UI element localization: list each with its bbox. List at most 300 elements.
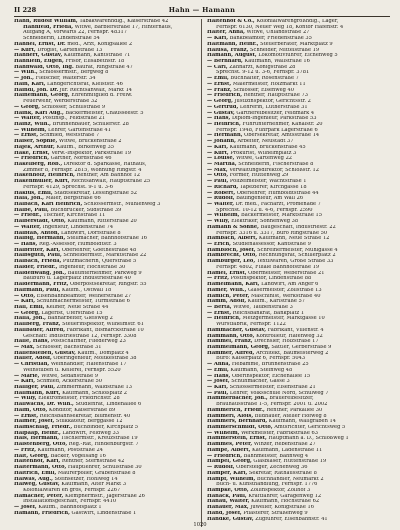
entry-details: Witwe, Sedanstraße 9: [39, 373, 98, 379]
entry-name: Hammelmann, Georg,: [207, 344, 270, 350]
entry-name: — Karl,: [207, 36, 228, 42]
entry-name: — Rudolf,: [207, 196, 235, 202]
entry-details: Witwe, Uhlandstraße 27: [244, 30, 310, 36]
entry-name: — Hans,: [14, 242, 38, 248]
entry-name: — Anna,: [207, 362, 231, 368]
entry-details: Arbeiter, Neustadt 37: [235, 139, 294, 145]
entry-name: Hammerl, Alois,: [207, 413, 254, 419]
entry-name: — Max,: [207, 167, 228, 173]
entry-name: — Walter,: [14, 224, 42, 230]
entry-name: — Josef,: [14, 505, 37, 511]
entry-name: Hammes, Peter,: [207, 442, 253, 448]
entry-details: Zollinspektor, Zollhof 3: [248, 487, 311, 493]
entry-details: Weinhändler, Hafenstraße 17: [49, 362, 127, 368]
entry-details: Fabrikant, Villenstr. 4: [266, 327, 324, 333]
entry-details: Buchdrucker, Südstraße 39: [48, 207, 122, 213]
entry-name: Hajek, Arthur,: [14, 144, 55, 150]
entry-name: — Karl,: [207, 144, 228, 150]
entry-details: Schuhmacher, Gasse 3: [229, 379, 290, 385]
entry-name: — Gustav,: [207, 110, 235, 116]
entry-details: Zahnarzt, Königstraße 28: [227, 64, 296, 70]
entry-details: Diplom-Ingenieur, Parkstraße 53: [230, 116, 317, 122]
entry-name: — Ernst,: [207, 81, 232, 87]
entry-name: — Walter,: [14, 116, 42, 122]
entry-details: Former, Hüttenweg 29: [228, 173, 289, 179]
entry-name: Halt, Georg,: [14, 453, 49, 459]
entry-name: Halmschlag, Friedr.,: [14, 425, 73, 431]
entry-name: — Heinrich,: [207, 316, 241, 322]
entry-name: Hambach, Albert,: [207, 236, 258, 242]
entry-name: — Louise,: [207, 156, 235, 162]
entry-details: Kaufmann, Ritterstraße 20: [65, 219, 137, 225]
entry-details: Schmied, Weststraße 7: [38, 133, 100, 139]
entry-name: Hammann, Otto,: [207, 333, 255, 339]
entry-details: Bäckermeister, Marktstraße 15: [239, 213, 322, 219]
entry-details: Schlosser, Eisenweg 40: [231, 87, 295, 93]
entry-details: Kraftfahrer, Garagenweg 12: [246, 493, 322, 499]
entry-details: Studienassessor, Kantstraße 9: [230, 242, 311, 248]
entry-details: Gastwirt, Lindenstraße 1: [69, 510, 137, 516]
entry-details: Winzer, Rebenstraße 27: [252, 442, 316, 448]
entry-name: Handke, Gustav,: [207, 516, 254, 522]
entry-details: Kaufm., Birkenweg 35: [54, 144, 115, 150]
entry-name: Hand, Josef,: [207, 510, 242, 516]
entry-details: Baurat, Ringstraße 47: [73, 64, 133, 70]
entry-name: — Hermann,: [207, 133, 243, 139]
entry-details: Kaufmann, Alter Markt 3: [59, 482, 127, 488]
entry-details: Fernspr. 4802, Filiale Bahnhofstraße 19: [216, 264, 320, 270]
entry-name: — Friedrich,: [14, 156, 50, 162]
entry-details: Baubüro u. Lagerplatz Industriestraße 40: [23, 276, 131, 282]
entry-details: Schneiderin, Fischerstraße 8: [236, 161, 314, 167]
entry-details: Kontrolleur, Hafenweg 32: [254, 333, 323, 339]
entry-details: Kellner, Neue Straße 44: [44, 304, 109, 310]
entry-details: Rentner, Am Bahnhof 12: [74, 173, 140, 179]
entry-details: Installationsgeschäft, Fernspr. 4410: [23, 499, 117, 505]
entry-details: Glasbläser, Hüttenstraße 19: [251, 459, 327, 465]
entry-name: Hahnlein, Eugen,: [14, 59, 64, 65]
entry-name: Haink, Karl Aug.,: [14, 110, 64, 116]
entry-name: Hammer, Alfred,: [207, 350, 255, 356]
entry-name: Hainemann, Georg,: [14, 93, 70, 99]
entry-name: Hamacher, Peter,: [14, 493, 64, 499]
entry-details: Steuerberater, Marktplatz 9: [258, 41, 333, 47]
entry-name: Halbsguth, Paul,: [14, 253, 62, 259]
entry-name: Hallberg, Franz,: [14, 322, 61, 328]
entry-details: Kaufmann, Ladenstraße 11: [250, 447, 323, 453]
entry-details: Tischlermstr., Kreuzstraße 19: [59, 436, 138, 442]
running-title: Hahn — Hamann: [168, 6, 236, 14]
entry-details: Zimmer 8, Fernspr. 2815, Wohnung Ringstr. 4: [23, 167, 142, 173]
entry-name: — Erich,: [207, 242, 231, 248]
entry-details: Fernspr. 4129, Sprechst. 9-1 u. 3-6: [23, 184, 113, 190]
entry-details: jur. Rechtsanwalt, Markt 14: [58, 87, 133, 93]
entry-name: Hakenholz, Heinrich,: [14, 173, 75, 179]
entry-name: Hammel, Franz,: [207, 339, 253, 345]
entry-details: Stellmacher, Bahnhofstraße 16: [65, 236, 148, 242]
entry-details: Rentner, Hauptstraße 73: [242, 93, 308, 99]
entry-details: Kaufmann, Hochstraße 62: [249, 499, 320, 505]
entry-details: Witwe, Barbierstraße 17, Hinterhaus,: [73, 24, 173, 30]
entry-details: Witwe, Brückenstraße 2: [57, 139, 122, 145]
entry-details: Kolonialwarengroßhdlg., Lager,: [256, 19, 339, 24]
entry-details: Kaufm., Bahnhofsplatz 1: [36, 505, 102, 511]
entry-name: Halder, Friedr.,: [14, 264, 58, 270]
entry-name: — Hans,: [207, 373, 231, 379]
entry-details: Kaufmann, Schloßplatz 2: [60, 390, 128, 396]
entry-details: Kaufmann, Brückenstraße 45: [228, 144, 306, 150]
entry-details: Elektromeister, Friedrichstr. 28: [36, 396, 120, 402]
entry-details: Witwe, Taubenstraße 3: [231, 304, 293, 310]
entry-details: Kaufmann, Poststraße 24: [36, 447, 103, 453]
entry-details: Bauunternehmer, Parkweg 9: [66, 270, 142, 276]
entry-details: Elektriker, Sonnenweg 38: [229, 219, 299, 225]
entry-details: Studienrat, Lindenallee 6: [73, 402, 142, 408]
entry-name: — Ernst,: [14, 133, 39, 139]
page-header: [14, 4, 390, 17]
entry-details: Fabrikant, Bismarckstraße 10: [65, 327, 144, 333]
entry-name: — Kurt,: [14, 47, 36, 53]
entry-name: Hähnel, Ernst, Dr.: [14, 41, 66, 47]
page-number-label: II 228: [14, 6, 37, 14]
entry-name: Hanack, Paul,: [207, 493, 247, 499]
entry-name: Hallbauer, Alfred,: [14, 327, 65, 333]
entry-details: Postinspektor, Lindenstraße 88: [229, 276, 312, 282]
entry-details: Oberlehrer, Goethestraße 48: [60, 247, 137, 253]
entry-name: Haindl, Joh. Dr.: [14, 87, 59, 93]
entry-name: Hanau, Walter,: [207, 499, 250, 505]
entry-details: Juwelier, Königstraße 16: [248, 505, 314, 511]
entry-details: Sprechst. 9-12 u. 3-6, Fernspr. 3781: [216, 70, 310, 76]
entry-name: Hakenmüller, Kurt,: [14, 179, 70, 185]
entry-name: Hampel, Georg,: [207, 459, 252, 465]
entry-name: Haltmann, Heinr.,: [207, 41, 259, 47]
directory-entry: [14, 511, 197, 517]
entry-details: Hauptmann a. D., Schloßweg 1: [266, 436, 349, 442]
entry-name: Halter, Anna,: [207, 30, 245, 36]
entry-name: Halbe, Paul,: [14, 207, 49, 213]
entry-name: — Willy,: [207, 219, 230, 225]
entry-details: Ehrenmitglied d. Freiw.: [69, 93, 133, 99]
entry-name: Hahnwald, Otto, Ing.: [14, 64, 74, 70]
entry-details: Schlossermeister, Eisenstraße 21: [228, 385, 316, 390]
entry-name: Halweg, Gustav,: [14, 482, 60, 488]
entry-name: — Fritz,: [207, 276, 230, 282]
entry-details: Hauptlehrer, Schulstraße 30: [66, 465, 142, 471]
entry-name: — Wilh.,: [14, 70, 38, 76]
entry-details: Reg.-Rat, Hindenburgstr. 7: [67, 442, 139, 448]
entry-details: Steuerinspektor, Wilhelmstr. 61: [60, 322, 144, 328]
entry-details: Schlosser, Schulstraße 9: [39, 104, 106, 110]
entry-details: Architekt, Baumeisterweg 2: [254, 350, 329, 356]
entry-details: Klempnermstr., Jägerstraße 26: [63, 493, 145, 499]
entry-name: Hamburger, Leo,: [207, 259, 256, 265]
entry-details: Tabakwarenhdlg., Kaiserstraße 42: [77, 19, 169, 24]
entry-details: Stukkateur, Berggasse 12: [54, 419, 123, 425]
entry-name: Halla, Joh.,: [14, 316, 46, 322]
entry-details: Maschinist, Werkstraße 40: [249, 293, 321, 299]
entry-details: Kaufmann, Kantstraße 71: [62, 53, 131, 59]
entry-name: — Wilhelm,: [207, 213, 240, 219]
entry-details: Verwaltungsdirektor, Schloßstr. 12: [227, 167, 320, 173]
entry-name: Hammerstein, Ernst,: [207, 436, 267, 442]
entry-details: Brauereibesitzer,: [267, 396, 314, 402]
entry-name: Hamel, Ernst,: [207, 270, 247, 276]
entry-details: Oberpostsekretär, Ringstr. 55: [68, 282, 147, 288]
entry-name: Hähnert, Gustav,: [14, 53, 63, 59]
entry-details: Kaufm., Karlstraße 57: [246, 299, 306, 305]
entry-details: Kolonialwaren en gros, Fernspr. 2267: [23, 487, 121, 493]
entry-name: Haltenhof, Karl,: [14, 459, 61, 465]
entry-name: — Robert,: [207, 190, 236, 196]
entry-details: Zimmermann, Waldstraße 13: [55, 385, 132, 390]
entry-details: Bäckermeister, Chausseestr. 5: [63, 110, 144, 116]
entry-details: Konditor, Kaiserstraße 89: [47, 407, 116, 413]
entry-details: Fernspr. 1948, Fuhrpark Lagerstraße 6: [216, 127, 318, 133]
entry-details: Oberlehrer, Humboldtstraße 44: [235, 190, 319, 196]
entry-name: Hamann, Friedrich,: [14, 510, 70, 516]
entry-details: Fernspr. 3316 u. 3317, Büro Ringstraße 50: [216, 230, 328, 236]
entry-details: Amtsrichter, Gerichtsweg 5: [272, 425, 346, 431]
entry-details: Schuhmachermeister, Turmstraße 6: [35, 299, 130, 305]
entry-name: Haltermann, Otto,: [14, 465, 67, 471]
entry-details: Maler, Bergstraße 66: [43, 196, 101, 202]
entry-name: Halbfaß, Anton,: [14, 230, 60, 236]
entry-details: Malermeister, Holzmarkt 11: [231, 81, 306, 87]
entry-name: Hala, Joh.,: [14, 196, 44, 202]
entry-details: Oberinspektor, Eichenallee 15: [230, 373, 311, 379]
entry-name: Halbig, Hermann,: [14, 236, 66, 242]
entry-name: Hakius, Emil,: [14, 190, 53, 196]
entry-details: Gärtner, Nordstraße 46: [49, 156, 112, 162]
entry-name: — Karl,: [14, 379, 35, 385]
entry-name: — Friedrich,: [207, 453, 243, 459]
entry-name: Halfmann, Paul,: [14, 287, 61, 293]
entry-name: Haldermann, Fritz,: [14, 282, 69, 288]
entry-details: Steinsetzer, Hohlweg 14: [52, 476, 118, 482]
entry-name: — Karl,: [14, 299, 35, 305]
entry-name: Hahnfeld, Frieda,: [23, 24, 74, 30]
entry-details: Lehrer, Gartenstraße 41: [46, 127, 111, 133]
entry-details: Hebamme, Brunnenstraße 25: [230, 362, 309, 368]
entry-details: Pflasterer, Straßenweg 9: [241, 510, 308, 516]
entry-details: Postinsp., Feldstraße 21: [41, 116, 106, 122]
entry-details: Verw.-Inspektor, Parkstraße 19: [49, 150, 131, 156]
entry-name: — Paul,: [207, 179, 229, 185]
entry-details: Schneiderin, Lindenstraße 54: [23, 36, 100, 42]
entry-details: med., Arzt, Königsallee 2: [65, 41, 133, 47]
entry-details: Tapezierer, Kirchgasse 18: [238, 184, 307, 190]
left-column: [14, 19, 202, 527]
entry-details: Ingenieur, Lindenstraße 74: [41, 224, 114, 230]
entry-details: Drechsler, Holzstraße 17: [252, 339, 319, 345]
entry-name: Halstenberg, Otto,: [14, 442, 68, 448]
entry-name: — Franz,: [207, 87, 232, 93]
entry-name: — Rudolf,: [207, 465, 235, 471]
entry-name: — Gertrud,: [207, 104, 239, 110]
entry-name: Hammerbacher, Joh.,: [207, 396, 268, 402]
entry-details: Obersekretär, Amtsstraße 14: [242, 133, 320, 139]
entry-details: Buch- u. Kunsthandlung, Fernspr. 1776: [216, 482, 318, 488]
entry-name: Hake, Ernst,: [14, 150, 50, 156]
entry-columns: [14, 19, 390, 527]
entry-name: Hampe, Albert,: [207, 447, 251, 453]
entry-name: Halmer, Josef,: [14, 419, 55, 425]
entry-name: — Wilhelm,: [207, 430, 240, 436]
entry-details: Kaufm., Ostwall 18: [60, 287, 112, 293]
entry-details: Kaufm., Domplatz 4: [75, 350, 129, 356]
entry-details: Metzgermeister, Marktgasse 10: [240, 316, 325, 322]
entry-details: Schreinermeister, Mühlgasse 4: [255, 247, 338, 253]
entry-name: — Otto,: [14, 293, 36, 299]
entry-details: Geschäft: Industriestraße 12, Fernspr. 3308: [23, 333, 137, 339]
entry-name: Halbach, Frieda,: [14, 259, 62, 265]
entry-details: Lehrerin, Lutherstraße 31: [238, 104, 308, 110]
entry-name: Halbach, Karl Heinrich,: [14, 202, 83, 207]
entry-name: — Christian,: [14, 362, 50, 368]
entry-name: Hanauer, Max,: [207, 505, 249, 511]
entry-name: — Fritz,: [14, 447, 37, 453]
entry-details: Bildhauer, Atelier Hofweg 8: [253, 413, 327, 419]
entry-details: Lokomotivführer, Eichenweg 5: [256, 53, 338, 59]
entry-name: Hamer, Wilh.,: [207, 287, 247, 293]
entry-details: Landwirt, Am Anger 6: [259, 282, 319, 288]
entry-name: Halliger, Paul,: [14, 385, 55, 390]
entry-details: Witwe, Gartenweg 22: [234, 156, 293, 162]
entry-name: — Joh.,: [14, 76, 34, 82]
entry-name: Hambloch, Josef,: [207, 247, 256, 253]
entry-details: Bahnmeister, Bahnweg 4: [242, 453, 309, 459]
entry-details: Postschaffner, Fliederweg 23: [49, 339, 126, 345]
entry-name: Hampf, Wilhelm,: [207, 476, 256, 482]
entry-name: — Carl,: [207, 64, 228, 70]
entry-details: Landgerichtsrat, Kleiststr. 46: [45, 81, 123, 87]
entry-details: Fuhrunternehmer, Kanalstr. 20: [240, 121, 323, 127]
entry-name: Halm, Otto,: [14, 407, 48, 413]
entry-name: Haltrich, Emil,: [14, 470, 57, 476]
entry-details: Obermeister, Weberstraße 21: [246, 270, 325, 276]
entry-name: Haiser, Sophie,: [14, 139, 58, 145]
entry-details: Schlossermstr., Mühlenweg 3: [82, 202, 161, 207]
entry-name: Hamich, Peter,: [207, 293, 250, 299]
entry-details: Rentner, Sternstraße 42: [60, 459, 125, 465]
entry-details: Landwirt, Feldweg 33: [60, 430, 119, 436]
entry-details: Stadtsekretär, Lessingstraße 52: [52, 190, 137, 196]
entry-name: Hambrecht, Otto,: [207, 253, 258, 259]
entry-name: Halpaap, Heinr.,: [14, 430, 61, 436]
entry-details: Bankbeamter, Friedenstraße 35: [228, 36, 312, 42]
entry-name: — Johann,: [207, 139, 236, 145]
entry-name: — Heinrich,: [207, 121, 241, 127]
entry-name: Hampke, Otto,: [207, 487, 249, 493]
entry-details: Zugführer, Eisenbahnstr. 41: [253, 516, 328, 522]
right-column: [202, 19, 390, 527]
entry-details: Glasermeister, Zollstraße 13: [246, 287, 322, 293]
entry-name: Hamm, Adolf,: [207, 299, 247, 305]
entry-details: Buchbinder, Kirchplatz 5: [72, 425, 139, 431]
entry-name: — Josef,: [207, 379, 230, 385]
entry-name: — Emil,: [207, 367, 229, 373]
entry-name: — Kurt,: [207, 150, 229, 156]
entry-name: — Max,: [14, 344, 35, 350]
entry-details: Eisenbahnbeamter, Weiherstraße 27: [35, 293, 132, 299]
entry-name: Haller, Adolf,: [14, 356, 52, 362]
entry-details: Büro: Kaiserplatz 6, Fernspr. 5043: [216, 356, 306, 362]
entry-name: — Georg,: [207, 99, 233, 105]
entry-name: Hallmann, Kurt,: [14, 390, 61, 396]
entry-details: Bauingenieur, Am Wall 26: [234, 196, 304, 202]
entry-name: — Marie,: [14, 373, 40, 379]
entry-name: — Bernhard,: [207, 59, 243, 65]
entry-name: Hall, Emil,: [14, 304, 45, 310]
entry-name: — Walter,: [207, 202, 235, 207]
entry-name: Hamann & Söhne,: [207, 224, 261, 230]
entry-details: Schneidermstr., Marktstraße 22: [61, 253, 147, 259]
entry-name: Hahn, Rudolf William,: [14, 19, 78, 24]
entry-details: Kaufmann, Neue Straße 12: [257, 236, 330, 242]
entry-name: Halbritter, Karl,: [14, 247, 61, 253]
entry-details: Sekretär, Rathausstraße 8: [247, 470, 317, 476]
entry-details: Weinstuben u. Kellerei, Fernspr. 5520: [23, 367, 121, 373]
page-footer-number: 1020: [193, 522, 207, 528]
entry-details: Reichsbahnsekretär, Blumenstr. 40: [38, 413, 131, 419]
entry-name: Hamper, Karl,: [207, 470, 248, 476]
entry-name: — Georg,: [14, 104, 40, 110]
entry-details: Lehrer, Volksschule Nord, Schulweg 7: [228, 390, 329, 396]
entry-details: Werkmeister, Fabrikstraße 63: [239, 430, 318, 436]
entry-name: Hals, Hermann,: [14, 436, 60, 442]
entry-name: Hallwachs, Dr. Wilh.,: [14, 402, 74, 408]
entry-details: Buchhalter, Rosenstraße 7: [228, 76, 299, 82]
entry-details: Schlossermstr., Bergweg 8: [37, 70, 109, 76]
entry-details: Kaufmann, Wallstraße 16: [242, 59, 310, 65]
entry-details: Brunnenbauer, Schillerstr. 28: [50, 121, 129, 127]
entry-details: Kaufmann, Steinweg 48: [228, 367, 293, 373]
entry-details: Justizinspektor, Gerichtsstr. 2: [232, 99, 311, 105]
entry-name: — Martha,: [207, 161, 237, 167]
entry-name: Hammers, Bernhard,: [207, 419, 268, 425]
entry-name: Haltenhof & Co.,: [207, 19, 257, 24]
entry-details: Baugeschäft, Industriestr. 22: [260, 224, 336, 230]
entry-name: Haldenwang, Joh.,: [14, 270, 67, 276]
entry-details: Rentner, Parkallee 30: [264, 407, 323, 413]
entry-name: Halwas, Aug.,: [14, 476, 53, 482]
entry-name: — Friedrich,: [207, 93, 243, 99]
entry-name: Hammacher, Gustav,: [207, 327, 266, 333]
entry-details: Schneider, Mittelstraße 19: [248, 47, 320, 53]
entry-name: Hamelmann, Karl,: [207, 282, 260, 288]
entry-details: Obersteiger, Zechenweg 36: [234, 465, 308, 471]
entry-name: — Georg,: [14, 310, 40, 316]
entry-name: — Otto,: [207, 173, 229, 179]
entry-details: Schmied, Ackerstraße 50: [35, 379, 102, 385]
entry-details: Direktor d. Sparkasse, Rathaus,: [62, 161, 147, 167]
entry-name: Halberstadt, Otto,: [14, 219, 66, 225]
entry-name: — Karl,: [207, 385, 228, 390]
entry-details: Rechtsanwalt, Hauptstraße 25: [69, 179, 151, 185]
entry-details: Bäcker, Vogelsang 16: [48, 453, 106, 459]
entry-name: — Emil,: [207, 76, 229, 82]
entry-name: Hain, Karl,: [14, 81, 46, 87]
entry-details: Sprechst. 10-12 u. 4-6, Fernspr. 2590: [216, 207, 313, 213]
entry-details: Landwirt, Dorfstraße 8: [59, 230, 121, 236]
entry-details: Frisör, Elisabethstr. 18: [63, 59, 125, 65]
entry-name: Hakelberg, Rob.,: [14, 161, 63, 167]
entry-name: — Ernst,: [207, 310, 232, 316]
entry-details: Kaufmann, Wallgraben 14: [267, 419, 336, 425]
entry-details: Textilwaren, Große Straße 33: [255, 259, 334, 265]
entry-name: — Friedr.,: [14, 213, 42, 219]
